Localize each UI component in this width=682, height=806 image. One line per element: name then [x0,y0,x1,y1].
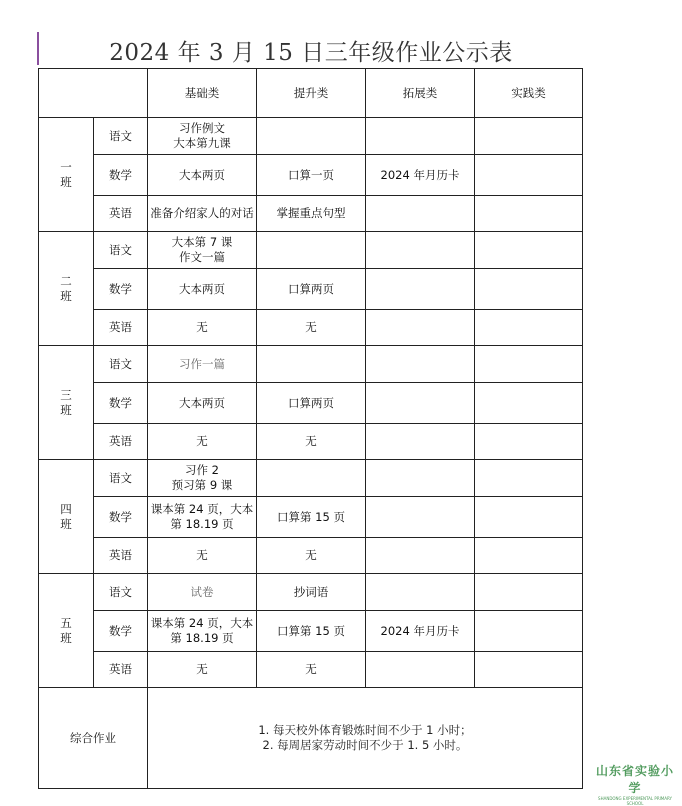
practice-cell [475,574,583,611]
subject-cell: 语文 [94,574,148,611]
table-row [39,652,583,688]
subject-cell: 英语 [94,310,148,346]
school-logo-name: 山东省实验小学 [595,764,674,795]
subject-cell: 语文 [94,232,148,269]
class-name: 二 班 [39,232,94,346]
table-row [39,611,583,652]
page-title: 2024 年 3 月 15 日三年级作业公示表 [109,40,513,66]
extend-cell [366,538,475,574]
extend-cell [366,232,475,269]
table-row [39,196,583,232]
table-row [39,232,583,269]
extend-cell: 2024 年月历卡 [366,611,475,652]
extend-cell [366,269,475,310]
class-name: 三 班 [39,346,94,460]
table-row [39,269,583,310]
subject-cell: 语文 [94,118,148,155]
class-name: 一 班 [39,118,94,232]
summary-row [39,688,583,789]
basic-cell: 课本第 24 页，大本第 18.19 页 [148,611,257,652]
subject-cell: 数学 [94,155,148,196]
practice-cell [475,611,583,652]
improve-cell: 口算第 15 页 [257,611,366,652]
subject-cell: 英语 [94,424,148,460]
extend-cell [366,118,475,155]
extend-cell [366,310,475,346]
table-row [39,497,583,538]
header-row [39,69,583,118]
subject-cell: 数学 [94,269,148,310]
improve-cell: 无 [257,538,366,574]
table-row [39,460,583,497]
improve-cell: 掌握重点句型 [257,196,366,232]
header-basic: 基础类 [148,69,257,118]
practice-cell [475,155,583,196]
text-cursor [37,32,39,65]
improve-cell: 无 [257,310,366,346]
corner-cell [39,69,148,118]
practice-cell [475,269,583,310]
table-row [39,424,583,460]
summary-text [148,688,583,789]
subject-cell: 语文 [94,460,148,497]
improve-cell [257,346,366,383]
basic-cell: 无 [148,538,257,574]
table-row [39,155,583,196]
basic-cell: 大本第 7 课 作文一篇 [148,232,257,269]
school-logo [590,762,680,806]
table-row [39,383,583,424]
basic-cell: 大本两页 [148,155,257,196]
practice-cell [475,424,583,460]
basic-cell: 试卷 [148,574,257,611]
table-row [39,310,583,346]
subject-cell: 数学 [94,383,148,424]
improve-cell: 无 [257,424,366,460]
basic-cell: 无 [148,652,257,688]
extend-cell [366,383,475,424]
table-row [39,574,583,611]
table-row [39,538,583,574]
school-logo-subtitle: SHANDONG EXPERIMENTAL PRIMARY SCHOOL [598,796,672,806]
basic-cell: 大本两页 [148,269,257,310]
improve-cell [257,232,366,269]
improve-cell: 无 [257,652,366,688]
practice-cell [475,196,583,232]
practice-cell [475,383,583,424]
practice-cell [475,118,583,155]
improve-cell: 口算第 15 页 [257,497,366,538]
header-extend: 拓展类 [366,69,475,118]
subject-cell: 英语 [94,652,148,688]
summary-line-2: 2. 每周居家劳动时间不少于 1. 5 小时。 [262,738,468,752]
improve-cell [257,460,366,497]
extend-cell [366,424,475,460]
homework-table [38,68,583,789]
basic-cell: 准备介绍家人的对话 [148,196,257,232]
subject-cell: 数学 [94,611,148,652]
summary-label: 综合作业 [39,688,148,789]
subject-cell: 数学 [94,497,148,538]
improve-cell [257,118,366,155]
summary-line-1: 1. 每天校外体育锻炼时间不少于 1 小时； [258,723,472,737]
practice-cell [475,346,583,383]
extend-cell: 2024 年月历卡 [366,155,475,196]
extend-cell [366,497,475,538]
basic-cell: 无 [148,310,257,346]
subject-cell: 语文 [94,346,148,383]
improve-cell: 口算两页 [257,383,366,424]
extend-cell [366,346,475,383]
basic-cell: 无 [148,424,257,460]
class-name: 四 班 [39,460,94,574]
extend-cell [366,652,475,688]
improve-cell: 口算一页 [257,155,366,196]
improve-cell: 口算两页 [257,269,366,310]
basic-cell: 习作例文 大本第九课 [148,118,257,155]
practice-cell [475,310,583,346]
subject-cell: 英语 [94,196,148,232]
practice-cell [475,497,583,538]
class-name: 五 班 [39,574,94,688]
table-row [39,346,583,383]
subject-cell: 英语 [94,538,148,574]
basic-cell: 大本两页 [148,383,257,424]
table-row [39,118,583,155]
basic-cell: 习作一篇 [148,346,257,383]
extend-cell [366,574,475,611]
practice-cell [475,460,583,497]
practice-cell [475,652,583,688]
basic-cell: 习作 2 预习第 9 课 [148,460,257,497]
practice-cell [475,232,583,269]
improve-cell: 抄词语 [257,574,366,611]
header-practice: 实践类 [475,69,583,118]
header-improve: 提升类 [257,69,366,118]
extend-cell [366,460,475,497]
practice-cell [475,538,583,574]
basic-cell: 课本第 24 页，大本第 18.19 页 [148,497,257,538]
extend-cell [366,196,475,232]
